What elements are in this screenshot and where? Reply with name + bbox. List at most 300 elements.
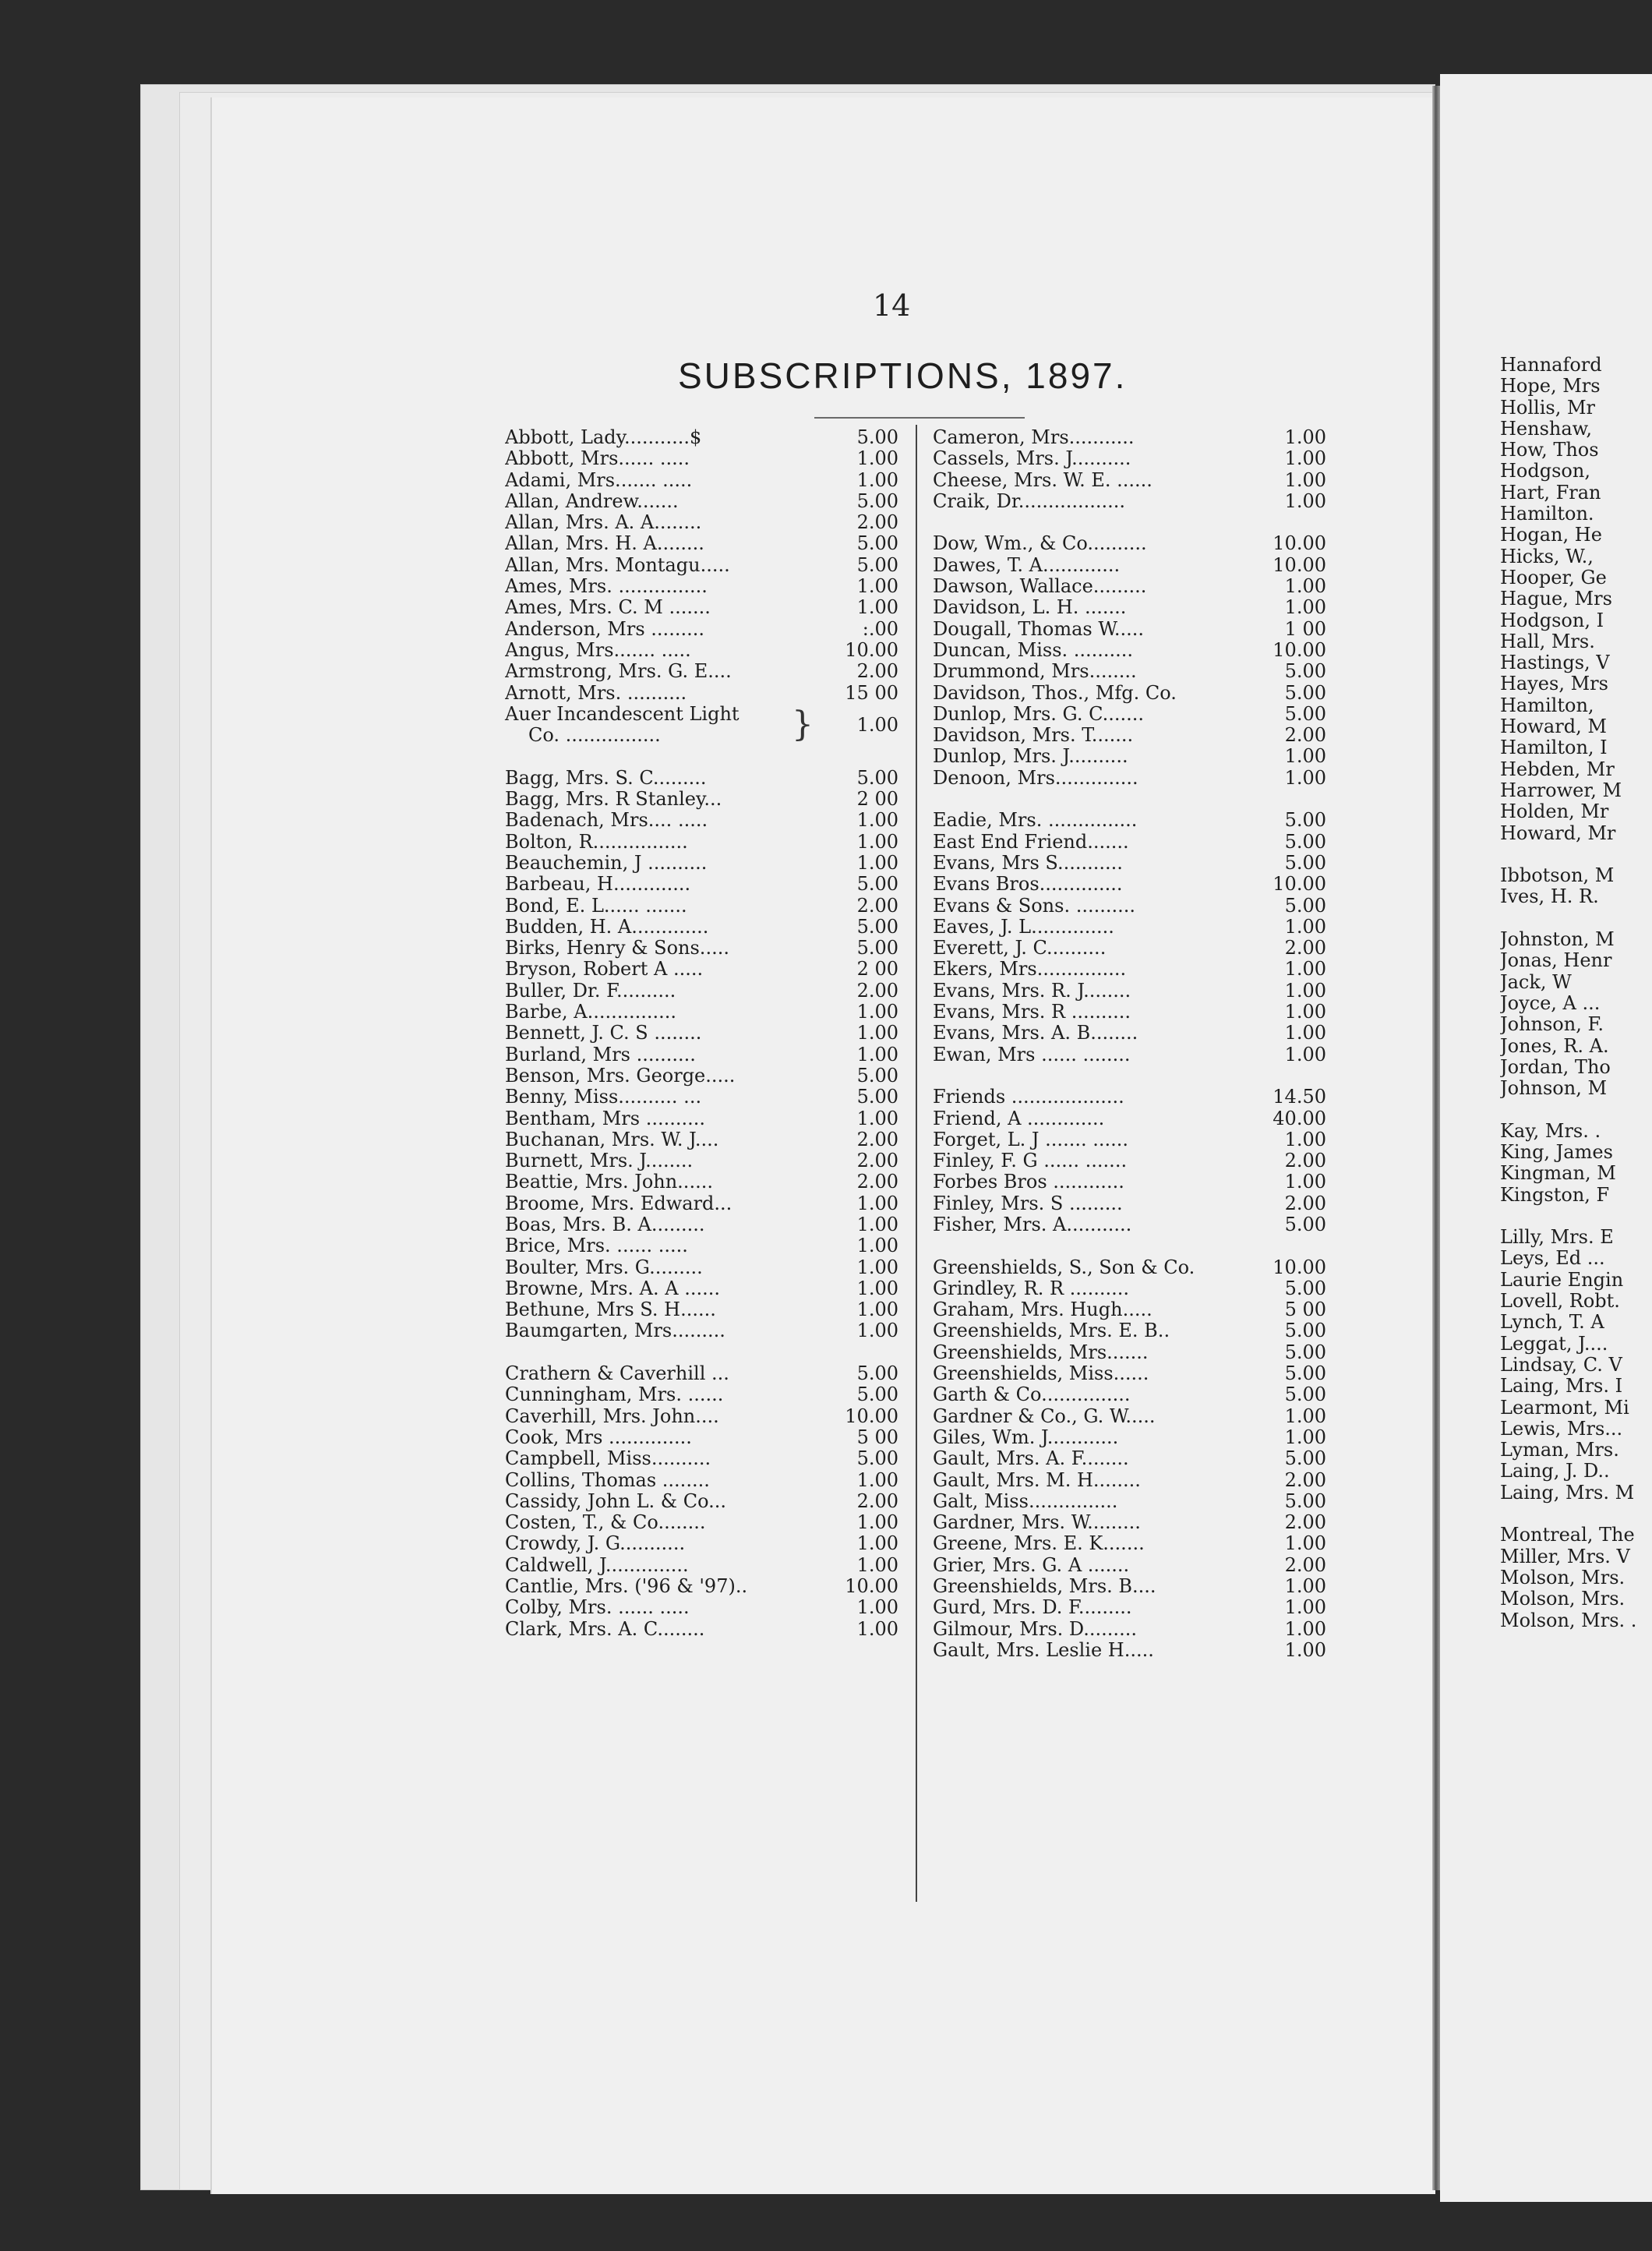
subscription-amount: 15 00	[845, 682, 898, 704]
subscriber-name: Grindley, R. R ..........	[933, 1277, 1129, 1299]
subscription-amount: 5.00	[856, 767, 898, 789]
subscriber-name: Caldwell, J..............	[505, 1554, 689, 1576]
subscription-entry	[933, 1406, 1326, 1427]
subscription-entry	[933, 746, 1326, 767]
facing-page-entry: Hodgson,	[1500, 461, 1590, 482]
facing-page-entry: Lewis, Mrs...	[1500, 1418, 1623, 1440]
subscription-entry	[505, 1448, 898, 1469]
subscriber-name: Ames, Mrs. C. M .......	[505, 597, 711, 619]
subscription-amount: 5.00	[856, 490, 898, 512]
subscription-entry	[505, 1129, 898, 1150]
subscription-entry	[933, 1512, 1326, 1533]
subscription-entry	[505, 810, 898, 831]
subscription-amount: 1.00	[856, 1235, 898, 1257]
subscription-entry	[933, 704, 1326, 725]
subscription-entry	[933, 1320, 1326, 1341]
page-heading: SUBSCRIPTIONS, 1897.	[678, 355, 1128, 396]
subscriber-name: Evans, Mrs. R. J........	[933, 980, 1131, 1002]
facing-page-entry: Ives, H. R.	[1500, 886, 1599, 908]
subscriber-name: Abbott, Mrs...... .....	[505, 448, 690, 470]
subscription-entry	[505, 555, 898, 576]
subscription-amount: 2.00	[856, 512, 898, 534]
facing-page-entry: Johnson, M	[1500, 1078, 1608, 1100]
subscription-amount: 5.00	[1284, 1363, 1326, 1385]
subscriber-name: Graham, Mrs. Hugh.....	[933, 1299, 1153, 1321]
subscription-entry	[505, 512, 898, 533]
subscriber-name: Gault, Mrs. M. H........	[933, 1469, 1141, 1491]
subscription-entry	[505, 917, 898, 938]
subscriber-name: Crathern & Caverhill ...	[505, 1363, 729, 1385]
subscription-amount: 1.00	[1284, 1044, 1326, 1065]
subscription-entry	[505, 1065, 898, 1087]
subscription-amount: 1 00	[1284, 618, 1326, 640]
subscription-entry	[505, 1257, 898, 1278]
subscription-entry	[505, 896, 898, 917]
subscription-amount: 10.00	[845, 1405, 898, 1427]
subscriber-name: Burland, Mrs ..........	[505, 1044, 696, 1065]
facing-page-entry: Kay, Mrs. .	[1500, 1120, 1601, 1142]
subscriber-name: Baumgarten, Mrs.........	[505, 1320, 725, 1342]
subscriber-name: Allan, Mrs. H. A........	[505, 533, 704, 555]
subscription-entry	[505, 1555, 898, 1576]
subscription-amount: 5.00	[1284, 682, 1326, 704]
subscriber-name: Gilmour, Mrs. D.........	[933, 1618, 1137, 1640]
subscription-entry	[933, 725, 1326, 746]
subscription-amount: 10.00	[845, 639, 898, 661]
subscription-entry	[933, 427, 1326, 448]
subscription-amount: 1.00	[856, 1193, 898, 1214]
subscriber-name: Greenshields, Mrs. B....	[933, 1576, 1156, 1598]
subscription-entry	[933, 661, 1326, 682]
subscriber-name: Benny, Miss.......... ...	[505, 1087, 702, 1108]
facing-page-entry: Ibbotson, M	[1500, 865, 1615, 887]
section-gap	[933, 512, 1326, 533]
subscriber-name: Evans, Mrs. A. B........	[933, 1023, 1138, 1044]
subscription-amount: 5 00	[856, 1426, 898, 1448]
subscription-amount: 1.00	[856, 831, 898, 853]
subscription-amount: 5.00	[1284, 1277, 1326, 1299]
subscriber-name: Greene, Mrs. E. K.......	[933, 1533, 1145, 1555]
facing-page-entry: Jack, W	[1500, 971, 1572, 993]
subscription-amount: 2.00	[856, 895, 898, 917]
subscriber-name: Friend, A .............	[933, 1108, 1105, 1129]
subscription-amount: 10.00	[1273, 1256, 1326, 1278]
subscription-entry	[933, 1257, 1326, 1278]
subscriber-name: Everett, J. C..........	[933, 938, 1107, 959]
subscriber-name: Barbe, A...............	[505, 1002, 677, 1023]
subscription-amount: 2.00	[856, 980, 898, 1002]
subscriber-name: Bethune, Mrs S. H......	[505, 1299, 716, 1321]
subscription-entry	[933, 1576, 1326, 1597]
subscriber-name: Dougall, Thomas W.....	[933, 618, 1144, 640]
subscription-entry	[505, 470, 898, 491]
facing-page-entry: Henshaw,	[1500, 418, 1592, 440]
subscription-entry	[933, 1214, 1326, 1235]
subscription-entry	[505, 789, 898, 810]
subscription-amount: :.00	[862, 618, 898, 640]
subscription-entry	[505, 1299, 898, 1320]
subscriber-name: Costen, T., & Co........	[505, 1512, 706, 1534]
subscription-entry	[933, 640, 1326, 661]
facing-page-entry: Lindsay, C. V	[1500, 1354, 1622, 1376]
facing-page-entry: Laing, Mrs. I	[1500, 1376, 1623, 1398]
subscription-entry	[505, 1150, 898, 1171]
subscription-amount: 1.00	[1284, 1576, 1326, 1598]
brace-mark: }	[792, 704, 814, 744]
subscription-entry	[933, 1427, 1326, 1448]
facing-page-entry: Hayes, Mrs	[1500, 673, 1608, 695]
subscription-entry	[505, 1533, 898, 1554]
subscription-entry	[933, 1129, 1326, 1150]
subscriber-name: Forbes Bros ............	[933, 1171, 1124, 1193]
subscription-amount: 1.00	[856, 1256, 898, 1278]
facing-page-entry: Hamilton, I	[1500, 737, 1608, 759]
subscription-amount: 1.00	[856, 1023, 898, 1044]
subscriptions-column-right	[933, 427, 1326, 1661]
facing-page-entry: Howard, Mr	[1500, 822, 1616, 844]
facing-page-entry: Johnston, M	[1500, 929, 1615, 951]
subscription-entry	[505, 1406, 898, 1427]
subscription-amount: 5.00	[1284, 1384, 1326, 1406]
subscriber-name: Cheese, Mrs. W. E. ......	[933, 469, 1153, 491]
subscription-amount: 5.00	[856, 938, 898, 959]
subscription-entry	[505, 1427, 898, 1448]
subscriber-name: Boulter, Mrs. G.........	[505, 1256, 703, 1278]
subscriber-name: Duncan, Miss. ..........	[933, 639, 1134, 661]
subscription-amount: 5.00	[1284, 1214, 1326, 1235]
subscription-entry	[505, 576, 898, 597]
subscription-entry	[933, 1470, 1326, 1491]
facing-page-entry: Hastings, V	[1500, 652, 1610, 674]
facing-page-entry: Hogan, He	[1500, 525, 1602, 546]
facing-page-entry: Molson, Mrs.	[1500, 1588, 1626, 1610]
subscription-amount: 14.50	[1273, 1087, 1326, 1108]
subscriber-name: Caverhill, Mrs. John....	[505, 1405, 719, 1427]
section-gap	[933, 1235, 1326, 1256]
subscriber-name: Ames, Mrs. ...............	[505, 576, 708, 598]
section-gap	[933, 789, 1326, 810]
subscriber-name: Garth & Co...............	[933, 1384, 1131, 1406]
subscription-entry	[933, 448, 1326, 469]
subscription-amount: 5.00	[856, 554, 898, 576]
facing-page-entry: Miller, Mrs. V	[1500, 1546, 1630, 1567]
subscription-amount: 1.00	[1284, 1129, 1326, 1150]
subscriber-name: Greenshields, Miss......	[933, 1363, 1149, 1385]
subscription-amount: 10.00	[1273, 533, 1326, 555]
subscriber-name: Adami, Mrs....... .....	[505, 469, 693, 491]
subscription-entry	[933, 981, 1326, 1002]
facing-page-entry: Hicks, W.,	[1500, 546, 1594, 567]
subscriber-name: Bolton, R................	[505, 831, 688, 853]
facing-page-entry: Hannaford	[1500, 355, 1602, 376]
facing-page-column	[1500, 355, 1652, 1631]
subscription-entry	[505, 853, 898, 874]
subscription-entry	[505, 683, 898, 704]
subscription-amount: 2.00	[1284, 1554, 1326, 1576]
subscriber-name: Abbott, Lady...........$	[505, 427, 702, 448]
subscription-amount: 1.00	[856, 469, 898, 491]
subscription-entry	[933, 491, 1326, 512]
subscriber-name: Fisher, Mrs. A...........	[933, 1214, 1132, 1235]
subscriber-name: Armstrong, Mrs. G. E....	[505, 661, 732, 683]
subscriber-name: Broome, Mrs. Edward...	[505, 1193, 732, 1214]
subscription-entry	[933, 1619, 1326, 1640]
subscription-amount: 1.00	[1284, 767, 1326, 789]
subscriber-name: Badenach, Mrs.... .....	[505, 810, 708, 832]
subscriber-name: Benson, Mrs. George.....	[505, 1065, 736, 1087]
subscription-amount: 5.00	[856, 1363, 898, 1385]
subscription-entry	[505, 1320, 898, 1341]
subscription-amount: 1.00	[1284, 1533, 1326, 1555]
subscription-amount: 1.00	[856, 1320, 898, 1342]
subscription-amount: 1.00	[1284, 746, 1326, 768]
subscriber-name: Cunningham, Mrs. ......	[505, 1384, 724, 1406]
facing-page-entry: Lovell, Robt.	[1500, 1291, 1620, 1313]
subscriber-name: Angus, Mrs....... .....	[505, 639, 691, 661]
subscription-amount: 5.00	[1284, 895, 1326, 917]
facing-page-entry: Jones, R. A.	[1500, 1035, 1609, 1057]
subscription-amount: 2.00	[856, 661, 898, 683]
subscriber-name: Eadie, Mrs. ...............	[933, 810, 1138, 832]
subscription-entry	[505, 1087, 898, 1108]
subscriber-name: Allan, Mrs. A. A........	[505, 512, 702, 534]
subscription-entry	[505, 448, 898, 469]
subscription-entry	[933, 832, 1326, 853]
subscriber-name: Friends ...................	[933, 1087, 1124, 1108]
facing-page-entry: Molson, Mrs. .	[1500, 1610, 1637, 1631]
facing-page-entry: Harrower, M	[1500, 779, 1622, 801]
subscription-entry	[933, 1044, 1326, 1065]
subscription-entry	[505, 1597, 898, 1618]
subscription-amount: 5.00	[1284, 1448, 1326, 1470]
facing-page-entry: Laing, J. D..	[1500, 1461, 1610, 1482]
subscriber-name: Gault, Mrs. Leslie H.....	[933, 1639, 1154, 1661]
subscription-amount: 2.00	[1284, 1193, 1326, 1214]
section-gap	[1500, 1099, 1652, 1120]
subscription-entry	[505, 1171, 898, 1193]
subscriber-name: Forget, L. J ....... ......	[933, 1129, 1128, 1150]
subscriber-name: Cantlie, Mrs. ('96 & '97)..	[505, 1576, 748, 1598]
subscriber-name: Cassidy, John L. & Co...	[505, 1490, 727, 1512]
subscriber-name: Bryson, Robert A .....	[505, 959, 704, 981]
facing-page-entry: Leys, Ed ...	[1500, 1248, 1605, 1270]
subscription-amount: 1.00	[856, 1214, 898, 1235]
subscription-amount: 1.00	[1284, 490, 1326, 512]
subscription-entry	[933, 1150, 1326, 1171]
subscription-amount: 2.00	[1284, 1150, 1326, 1172]
subscription-amount: 2 00	[856, 789, 898, 811]
subscriber-name: Gurd, Mrs. D. F.........	[933, 1597, 1132, 1619]
facing-page-entry: Montreal, The	[1500, 1525, 1635, 1546]
subscription-amount: 5.00	[856, 916, 898, 938]
subscription-amount: 10.00	[845, 1576, 898, 1598]
subscription-entry	[505, 704, 898, 747]
subscription-amount: 1.00	[856, 1002, 898, 1023]
facing-page-entry: Jonas, Henr	[1500, 950, 1612, 972]
section-gap	[1500, 1504, 1652, 1525]
subscriber-name: Birks, Henry & Sons.....	[505, 938, 729, 959]
subscription-amount: 5.00	[1284, 1320, 1326, 1342]
subscriber-name: Budden, H. A.............	[505, 916, 709, 938]
subscription-amount: 2.00	[856, 1171, 898, 1193]
subscriber-name: Denoon, Mrs..............	[933, 767, 1138, 789]
subscription-amount: 5 00	[1284, 1299, 1326, 1321]
subscriber-name: Evans Bros..............	[933, 874, 1123, 896]
subscription-amount: 1.00	[856, 448, 898, 470]
subscriber-name: Allan, Andrew.......	[505, 490, 679, 512]
subscriber-name: Davidson, Mrs. T.......	[933, 725, 1134, 747]
subscriber-name: Galt, Miss...............	[933, 1490, 1118, 1512]
subscriber-name: Evans, Mrs S...........	[933, 852, 1123, 874]
subscription-amount: 1.00	[856, 597, 898, 619]
subscription-amount: 1.00	[1284, 1639, 1326, 1661]
subscriber-name: Auer Incandescent Light	[505, 702, 740, 725]
subscriber-name: Evans, Mrs. R ..........	[933, 1002, 1131, 1023]
section-gap	[1500, 844, 1652, 865]
subscription-entry	[505, 1512, 898, 1533]
subscriber-name: Brice, Mrs. ...... .....	[505, 1235, 688, 1257]
subscription-amount: 2.00	[856, 1129, 898, 1150]
subscription-amount: 1.00	[1284, 427, 1326, 448]
subscription-entry	[505, 1235, 898, 1256]
facing-page-entry: Hodgson, I	[1500, 610, 1604, 631]
subscription-amount: 1.00	[1284, 1171, 1326, 1193]
facing-page-entry: Kingman, M	[1500, 1163, 1616, 1185]
facing-page-entry: Lilly, Mrs. E	[1500, 1227, 1614, 1249]
subscription-amount: 10.00	[1273, 639, 1326, 661]
subscription-entry	[933, 1171, 1326, 1193]
subscription-amount: 1.00	[856, 1108, 898, 1129]
subscription-entry	[933, 810, 1326, 831]
facing-page-entry: Kingston, F	[1500, 1184, 1610, 1206]
subscription-entry	[505, 832, 898, 853]
subscription-amount: 1.00	[1284, 980, 1326, 1002]
subscriber-name: Drummond, Mrs........	[933, 661, 1137, 683]
subscription-amount: 2 00	[856, 959, 898, 981]
facing-page-entry: Laurie Engin	[1500, 1269, 1624, 1291]
subscription-entry	[933, 853, 1326, 874]
book-spine	[1432, 86, 1440, 2190]
subscriber-name: East End Friend.......	[933, 831, 1129, 853]
subscription-amount: 2.00	[856, 1490, 898, 1512]
subscription-amount: 5.00	[1284, 1341, 1326, 1363]
subscription-amount: 5.00	[856, 874, 898, 896]
subscriber-name: Crowdy, J. G...........	[505, 1533, 686, 1555]
subscription-amount: 1.00	[856, 1512, 898, 1534]
subscription-entry	[505, 959, 898, 980]
subscription-entry	[505, 874, 898, 895]
subscription-amount: 5.00	[856, 427, 898, 448]
section-gap	[505, 1342, 898, 1363]
subscription-entry	[933, 1533, 1326, 1554]
subscription-entry	[505, 1619, 898, 1640]
subscription-entry	[505, 619, 898, 640]
subscriber-name: Finley, F. G ...... .......	[933, 1150, 1128, 1172]
subscriber-name: Cameron, Mrs...........	[933, 427, 1135, 448]
heading-rule	[814, 417, 1025, 419]
subscription-entry	[933, 1384, 1326, 1405]
subscriber-name: Gardner & Co., G. W.....	[933, 1405, 1156, 1427]
subscriber-name: Davidson, Thos., Mfg. Co.	[933, 682, 1177, 704]
facing-page-entry: King, James	[1500, 1141, 1613, 1163]
subscription-entry	[933, 959, 1326, 980]
subscription-entry	[933, 917, 1326, 938]
subscriber-name: Beattie, Mrs. John......	[505, 1171, 713, 1193]
subscription-amount: 5.00	[1284, 852, 1326, 874]
subscription-amount: 10.00	[1273, 554, 1326, 576]
subscription-amount: 1.00	[1284, 1023, 1326, 1044]
subscription-entry	[933, 1555, 1326, 1576]
subscription-entry	[933, 1002, 1326, 1023]
facing-page-entry: Hope, Mrs	[1500, 376, 1601, 398]
subscription-amount: 5.00	[856, 1087, 898, 1108]
subscriber-name: Dawes, T. A.............	[933, 554, 1121, 576]
subscription-entry	[933, 683, 1326, 704]
subscription-entry	[505, 1363, 898, 1384]
subscription-amount: 1.00	[1284, 576, 1326, 598]
subscription-entry	[933, 470, 1326, 491]
subscription-entry	[505, 1193, 898, 1214]
subscriber-name: Evans & Sons. ..........	[933, 895, 1135, 917]
section-gap	[505, 746, 898, 767]
subscription-amount: 1.00	[1284, 1405, 1326, 1427]
subscriber-name: Dunlop, Mrs. J..........	[933, 746, 1128, 768]
subscription-entry	[505, 491, 898, 512]
subscriber-name: Greenshields, S., Son & Co.	[933, 1256, 1195, 1278]
subscription-entry	[933, 1108, 1326, 1129]
subscriptions-column-left	[505, 427, 898, 1640]
subscriber-name: Bond, E. L...... .......	[505, 895, 687, 917]
subscriber-name: Barbeau, H.............	[505, 874, 691, 896]
subscription-entry	[505, 1384, 898, 1405]
subscriber-name: Arnott, Mrs. ..........	[505, 682, 687, 704]
subscription-entry	[933, 533, 1326, 554]
subscription-amount: 2.00	[1284, 1512, 1326, 1534]
subscriber-name: Clark, Mrs. A. C........	[505, 1618, 705, 1640]
subscription-amount: 2.00	[1284, 1469, 1326, 1491]
subscription-amount: 1.00	[856, 713, 898, 736]
subscription-entry	[933, 555, 1326, 576]
subscriber-name: Gault, Mrs. A. F........	[933, 1448, 1129, 1470]
facing-page-entry: Learmont, Mi	[1500, 1397, 1629, 1419]
subscriber-name: Browne, Mrs. A. A ......	[505, 1277, 720, 1299]
subscriber-name: Colby, Mrs. ...... .....	[505, 1597, 690, 1619]
subscription-entry	[933, 1278, 1326, 1299]
subscriber-name: Gardner, Mrs. W.........	[933, 1512, 1141, 1534]
subscription-amount: 5.00	[1284, 831, 1326, 853]
page-number: 14	[873, 288, 911, 323]
subscription-entry	[933, 576, 1326, 597]
subscriber-name: Dunlop, Mrs. G. C.......	[933, 703, 1145, 725]
subscription-entry	[505, 427, 898, 448]
subscription-amount: 1.00	[856, 1469, 898, 1491]
subscription-entry	[933, 1087, 1326, 1108]
subscription-entry	[505, 981, 898, 1002]
subscription-amount: 1.00	[856, 576, 898, 598]
subscription-entry	[933, 619, 1326, 640]
facing-page-entry: Molson, Mrs.	[1500, 1567, 1626, 1588]
facing-page-entry: Lyman, Mrs.	[1500, 1440, 1619, 1461]
subscription-amount: 1.00	[856, 810, 898, 832]
subscriber-name: Bagg, Mrs. S. C.........	[505, 767, 707, 789]
subscription-entry	[505, 938, 898, 959]
subscription-entry	[505, 1002, 898, 1023]
subscription-amount: 40.00	[1273, 1108, 1326, 1129]
facing-page-entry: Hebden, Mr	[1500, 758, 1615, 780]
subscription-amount: 1.00	[1284, 448, 1326, 470]
subscriber-name: Bennett, J. C. S ........	[505, 1023, 702, 1044]
subscriber-name: Collins, Thomas ........	[505, 1469, 710, 1491]
